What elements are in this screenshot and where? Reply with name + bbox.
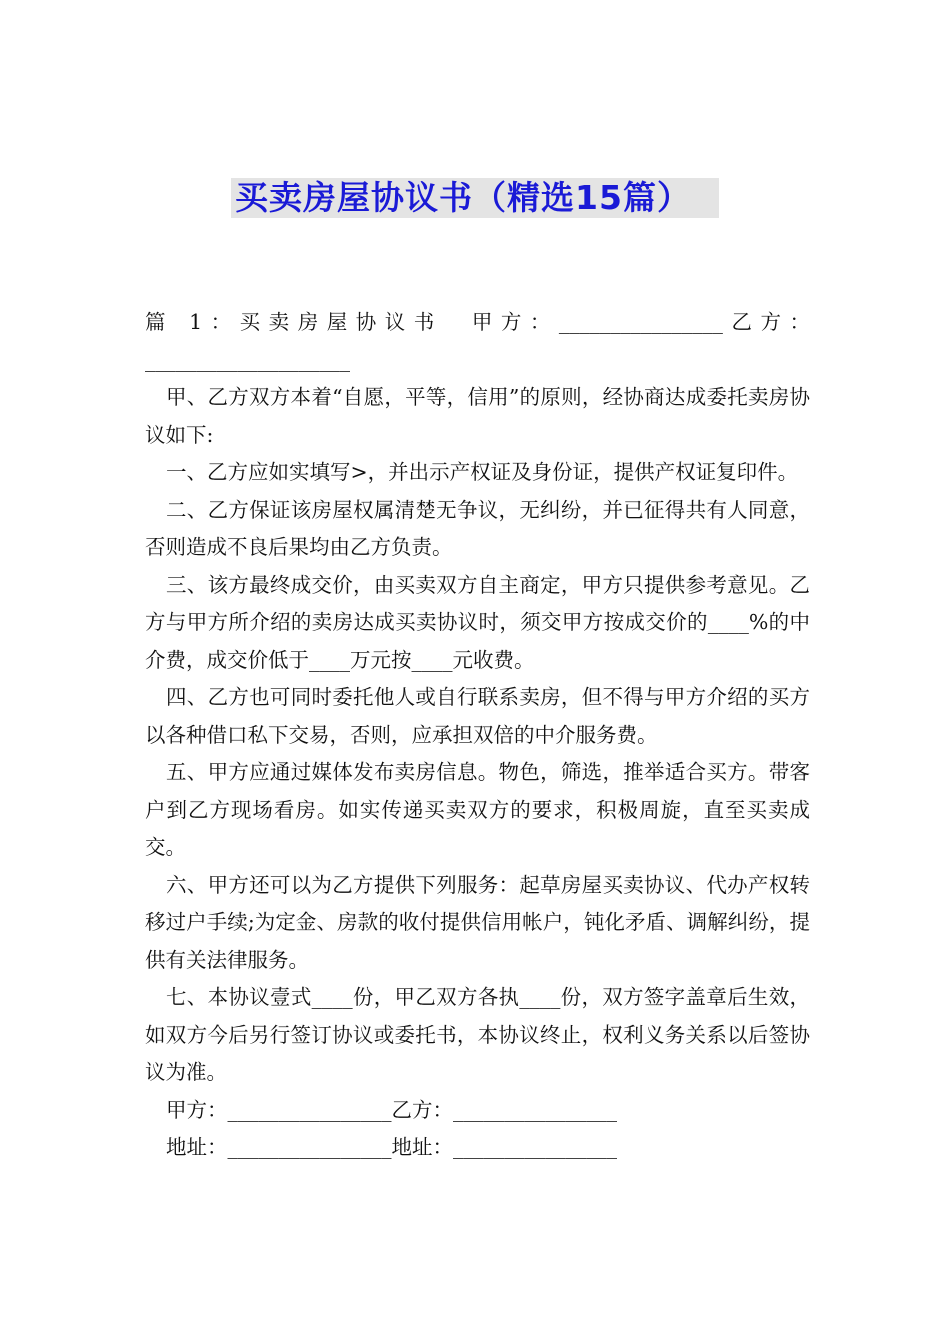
paragraph-intro: 甲、乙方双方本着“自愿，平等，信用”的原则，经协商达成委托卖房协议如下: [145,385,810,447]
document-title: 买卖房屋协议书（精选15篇） [231,178,719,218]
document-body [145,304,810,1167]
paragraph-5: 五、甲方应通过媒体发布卖房信息。物色，筛选，推举适合买方。带客户到乙方现场看房。如实传递买卖双方的要求，积极周旋，直至买卖成交。 [145,760,810,859]
paragraph-7: 七、本协议壹式____份，甲乙双方各执____份，双方签字盖章后生效，如双方今后另行签订协议或委托书，本协议终止，权利义务关系以后签协议为准。 [145,985,810,1084]
first-line: 篇 1：买卖房屋协议书 甲方：________________乙方：____________________ [145,310,810,372]
paragraph-6: 六、甲方还可以为乙方提供下列服务：起草房屋买卖协议、代办产权转移过户手续;为定金、房款的收付提供信用帐户，钝化矛盾、调解纠纷，提供有关法律服务。 [145,872,810,972]
title-container [0,178,950,218]
paragraph-2: 二、乙方保证该房屋权属清楚无争议，无纠纷，并已征得共有人同意，否则造成不良后果均由乙方负责。 [145,497,810,559]
signature-line-party: 甲方：________________乙方：________________ [166,1097,617,1122]
paragraph-4: 四、乙方也可同时委托他人或自行联系卖房，但不得与甲方介绍的买方以各种借口私下交易，否则，应承担双倍的中介服务费。 [145,685,810,747]
paragraph-1: 一、乙方应如实填写>，并出示产权证及身份证，提供产权证复印件。 [166,460,799,484]
signature-line-address: 地址：________________地址：________________ [166,1135,617,1159]
paragraph-3: 三、该方最终成交价，由买卖双方自主商定，甲方只提供参考意见。乙方与甲方所介绍的卖房达成买卖协议时，须交甲方按成交价的____%的中介费，成交价低于____万元按____元收费。 [145,572,810,672]
